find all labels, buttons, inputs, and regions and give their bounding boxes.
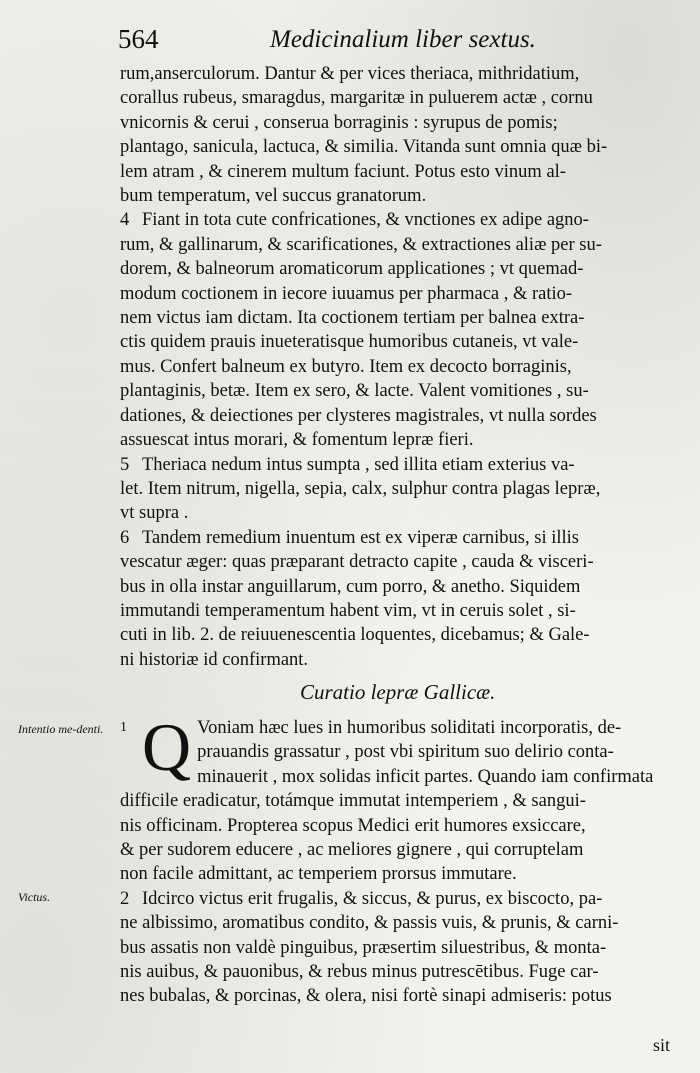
text-line: plantago, sanicula, lactuca, & similia. Vitanda sunt omnia quæ bi- bbox=[120, 137, 608, 158]
text-line bbox=[120, 453, 680, 477]
page-number: 564 bbox=[118, 24, 159, 54]
text-line-content: Theriaca nedum intus sumpta , sed illita etiam exterius va- bbox=[142, 454, 575, 475]
text-line: vescatur æger: quas præparant detracto capite , cauda & visceri- bbox=[120, 552, 594, 573]
paragraph-q bbox=[120, 709, 680, 887]
text-line-content: Fiant in tota cute confricationes, & vnctiones ex adipe agno- bbox=[142, 210, 589, 231]
text-line: prauandis grassatur , post vbi spiritum suo delirio conta- bbox=[197, 742, 614, 763]
text-line: modum coctionem in iecore iuuamus per pharmaca , & ratio- bbox=[120, 283, 573, 304]
text-line bbox=[120, 208, 680, 232]
text-line: plantaginis, betæ. Item ex sero, & lacte. Valent vomitiones , su- bbox=[120, 381, 589, 402]
text-line: ne albissimo, aromatibus condito, & passis vuis, & prunis, & carni- bbox=[120, 913, 619, 934]
paragraph-number: 1 bbox=[120, 720, 127, 735]
text-line: nis auibus, & pauonibus, & rebus minus putrescētibus. Fuge car- bbox=[120, 962, 599, 983]
text-line: & per sudorem educere , ac meliores gignere , qui corruptelam bbox=[120, 840, 584, 861]
paragraph-number: 5 bbox=[120, 454, 130, 475]
text-line: vnicornis & cerui , conserua borraginis : syrupus de pomis; bbox=[120, 112, 558, 133]
text-line: rum, & gallinarum, & scarificationes, & extractiones aliæ per su- bbox=[120, 234, 602, 255]
text-line: let. Item nitrum, nigella, sepia, calx, sulphur contra plagas lepræ, bbox=[120, 478, 601, 499]
text-line: nis officinam. Propterea scopus Medici erit humores exsiccare, bbox=[120, 815, 586, 836]
text-line: dorem, & balneorum aromaticorum applicationes ; vt quemad- bbox=[120, 259, 584, 280]
text-line: bus in olla instar anguillarum, cum porro, & anetho. Siquidem bbox=[120, 576, 581, 597]
text-line: lem atram , & cinerem multum faciunt. Potus esto vinum al- bbox=[120, 161, 566, 182]
text-line: assuescat intus morari, & fomentum lepræ fieri. bbox=[120, 430, 474, 451]
page-header bbox=[118, 20, 598, 64]
margin-note-intentio: Intentio me-denti. bbox=[18, 722, 104, 736]
running-head: Medicinalium liber sextus. bbox=[270, 26, 536, 53]
text-line-content: Idcirco victus erit frugalis, & siccus, & purus, ex biscocto, pa- bbox=[142, 888, 603, 909]
text-line: difficile eradicatur, totámque immutat intemperiem , & sangui- bbox=[120, 791, 586, 812]
body-text-bottom bbox=[120, 709, 680, 1009]
paragraph-number: 2 bbox=[120, 888, 130, 909]
catchword: sit bbox=[652, 1035, 670, 1055]
section-heading: Curatio lepræ Gallicæ. bbox=[300, 680, 496, 704]
body-text-top bbox=[120, 62, 680, 672]
text-line: bus assatis non valdè pinguibus, præsertim siluestribus, & monta- bbox=[120, 937, 607, 958]
text-line: minauerit , mox solidas inficit partes. Quando iam confirmata bbox=[197, 766, 654, 787]
text-line: immutandi temperamentum habent vim, vt in ceruis solet , si- bbox=[120, 600, 576, 621]
paragraph-5 bbox=[120, 453, 680, 526]
paragraph-number: 4 bbox=[120, 210, 130, 231]
text-line: vt supra . bbox=[120, 503, 189, 524]
text-line: rum,anserculorum. Dantur & per vices theriaca, mithridatium, bbox=[120, 64, 580, 84]
text-line: Voniam hæc lues in humoribus soliditati incorporatis, de- bbox=[197, 718, 622, 738]
text-line: bum temperatum, vel succus granatorum. bbox=[120, 186, 427, 207]
text-line-content: Tandem remedium inuentum est ex viperæ carnibus, si illis bbox=[142, 527, 579, 548]
text-line: non facile admittant, ac temperiem prorsus immutare. bbox=[120, 864, 517, 885]
paragraph-number: 6 bbox=[120, 527, 130, 548]
margin-note-victus: Victus. bbox=[18, 890, 51, 904]
text-line: cuti in lib. 2. de reiuuenescentia loquentes, dicebamus; & Gale- bbox=[120, 625, 590, 646]
text-line bbox=[120, 526, 680, 550]
text-line: mus. Confert balneum ex butyro. Item ex decocto borraginis, bbox=[120, 356, 572, 377]
text-line: corallus rubeus, smaragdus, margaritæ in puluerem actæ , cornu bbox=[120, 88, 593, 109]
paragraph-continued bbox=[120, 62, 680, 208]
text-line: ni historiæ id confirmant. bbox=[120, 649, 309, 670]
text-line: nes bubalas, & porcinas, & olera, nisi fortè sinapi admiseris: potus bbox=[120, 986, 612, 1007]
drop-capital: Q bbox=[142, 709, 192, 785]
text-line: dationes, & deiectiones per clysteres magistrales, vt nulla sordes bbox=[120, 405, 597, 426]
paragraph-6 bbox=[120, 526, 680, 672]
paragraph-2 bbox=[120, 887, 680, 1009]
paragraph-4 bbox=[120, 208, 680, 452]
text-line: ctis quidem prauis inueteratisque humoribus cutaneis, vt vale- bbox=[120, 332, 579, 353]
text-line: nem victus iam dictam. Ita coctionem tertiam per balnea extra- bbox=[120, 308, 585, 329]
text-line bbox=[120, 887, 680, 911]
